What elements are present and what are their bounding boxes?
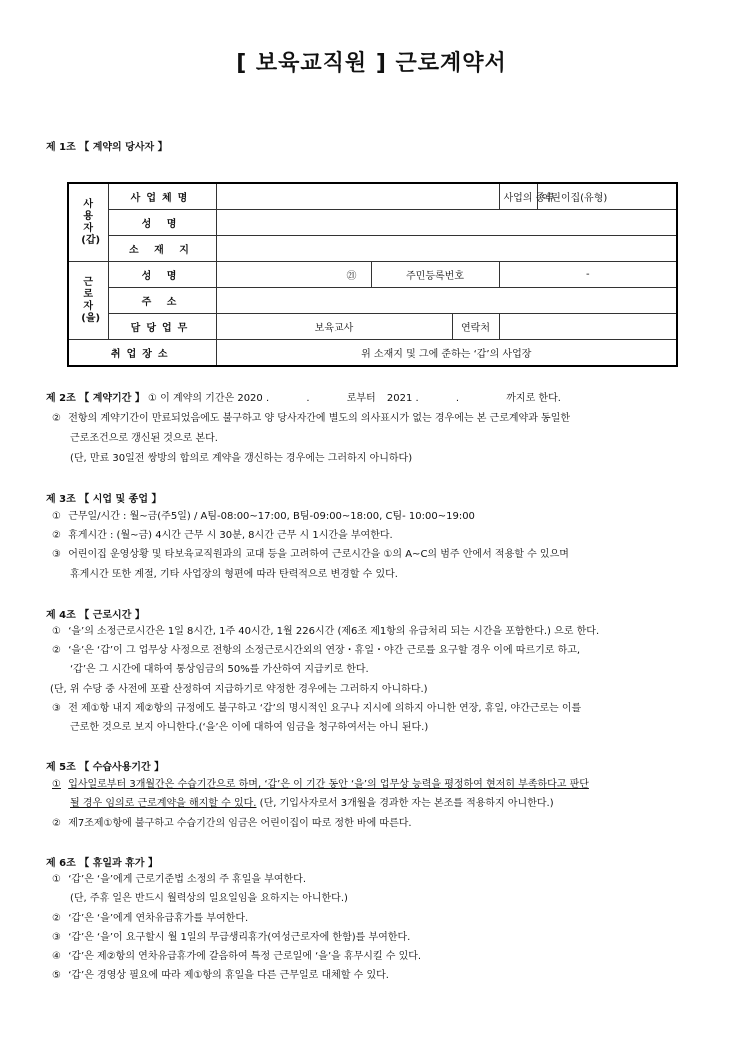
duty-label: 담당업무: [108, 314, 216, 340]
article-3-item3: ③ 어린이집 운영상황 및 타보육교직원과의 교대 등을 고려하여 근로시간을 ①의 A~C의 범주 안에서 적용할 수 있으며: [52, 549, 569, 560]
parties-table: [67, 182, 678, 367]
article-4-item1: ① ‘을’의 소정근로시간은 1일 8시간, 1주 40시간, 1월 226시간 (제6조 제1항의 유급처리 되는 시간을 포함한다.) 으로 한다.: [52, 626, 600, 637]
article-6-item4: ④ ‘갑’은 제②항의 연차유급휴가에 갈음하여 특정 근로일에 ‘을’을 휴무시킬 수 있다.: [52, 951, 422, 962]
duty-value[interactable]: 보육교사: [216, 314, 452, 340]
article-2-line1: 제 2조 【 계약기간 】 ① 이 계약의 기간은 2020 . . 로부터 2021 . . 까지로 한다.: [46, 393, 561, 404]
article-4-item2: ② ‘을’은 ‘갑’이 그 업무상 사정으로 전항의 소정근로시간외의 연장・휴일・야간 근로를 요구할 경우 이에 따르기로 하고,: [52, 645, 581, 656]
article-6-item1: ① ‘갑’은 ‘을’에게 근로기준법 소정의 주 휴일을 부여한다.: [52, 874, 307, 885]
worker-group-label: 근로자(을): [68, 262, 108, 340]
seal-mark: ㉑: [346, 271, 357, 282]
page-title: [ 보육교직원 ] 근로계약서: [236, 51, 507, 76]
article-6-item3: ③ ‘갑’은 ‘을’이 요구할시 월 1일의 무급생리휴가(여성근로자에 한함)를 부여한다.: [52, 932, 411, 943]
article-4-item3: ③ 전 제①항 내지 제②항의 규정에도 불구하고 ‘갑’의 명시적인 요구나 지시에 의하지 아니한 연장, 휴일, 야간근로는 이를: [52, 703, 582, 714]
business-name-field[interactable]: [216, 183, 499, 210]
article-2-item2-cont: 근로조건으로 갱신된 것으로 본다.: [70, 433, 218, 444]
article-6-item2: ② ‘갑’은 ‘을’에게 연차유급휴가를 부여한다.: [52, 913, 249, 924]
business-name-label: 사업체명: [108, 183, 216, 210]
employer-address-label: 소 재 지: [108, 236, 216, 262]
worker-name-label: 성 명: [108, 262, 216, 288]
article-4-item3-cont: 근로한 것으로 보지 아니한다.(‘을’은 이에 대하여 임금을 청구하여서는 아니 된다.): [70, 722, 429, 733]
contact-label: 연락처: [452, 314, 499, 340]
worker-address-field[interactable]: [216, 288, 677, 314]
article-3-item3-cont: 휴게시간 또한 계절, 기타 사업장의 형편에 따라 탄력적으로 변경할 수 있다.: [70, 569, 398, 580]
article-4-heading: 제 4조 【 근로시간 】: [46, 610, 145, 621]
article-2-item2: ② 전항의 계약기간이 만료되었음에도 불구하고 양 당사자간에 별도의 의사표시가 없는 경우에는 본 근로계약과 동일한: [52, 413, 571, 424]
workplace-label: 취업장소: [68, 340, 216, 367]
article-5-heading: 제 5조 【 수습사용기간 】: [46, 762, 165, 773]
employer-name-label: 성 명: [108, 210, 216, 236]
article-2-heading: 제 2조 【 계약기간 】: [46, 393, 145, 404]
business-type-label: 사업의 종류: [499, 183, 537, 210]
contact-field[interactable]: [499, 314, 677, 340]
workplace-value: 위 소재지 및 그에 준하는 ‘갑’의 사업장: [216, 340, 677, 367]
article-5-item1-cont: 될 경우 임의로 근로계약을 해지할 수 있다. (단, 기입사자로서 3개월을 경과한 자는 본조를 적용하지 아니한다.): [70, 798, 554, 809]
article-5-item1: ① 입사일로부터 3개월간은 수습기간으로 하며, ‘갑’은 이 기간 동안 ‘을’의 업무상 능력을 평정하여 현저히 부족하다고 판단: [52, 779, 589, 790]
article-6-item1-note: (단, 주휴 일은 반드시 월력상의 일요일임을 요하지는 아니한다.): [70, 893, 348, 904]
article-3-heading: 제 3조 【 시업 및 종업 】: [46, 494, 162, 505]
employer-name-field[interactable]: [216, 210, 677, 236]
article-6-heading: 제 6조 【 휴일과 휴가 】: [46, 858, 158, 869]
article-4-item2-cont: ‘갑’은 그 시간에 대하여 통상임금의 50%를 가산하여 지급키로 한다.: [70, 664, 369, 675]
article-3-item1: ① 근무일/시간 : 월~금(주5일) / A팀-08:00~17:00, B팀-09:00~18:00, C팀- 10:00~19:00: [52, 511, 475, 522]
worker-address-label: 주 소: [108, 288, 216, 314]
article-6-item5: ⑤ ‘갑’은 경영상 필요에 따라 제①항의 휴일을 다른 근무일로 대체할 수 있다.: [52, 970, 389, 981]
article-2-note: (단, 만료 30일전 쌍방의 합의로 계약을 갱신하는 경우에는 그러하지 아니하다): [70, 453, 413, 464]
resident-no-label: 주민등록번호: [371, 262, 499, 288]
article-5-item2: ② 제7조제①항에 불구하고 수습기간의 임금은 어린이집이 따로 정한 바에 따른다.: [52, 818, 412, 829]
employer-group-label: 사용자(갑): [68, 183, 108, 262]
employer-address-field[interactable]: [216, 236, 677, 262]
article-4-note: (단, 위 수당 중 사전에 포괄 산정하여 지급하기로 약정한 경우에는 그러하지 아니하다.): [50, 684, 428, 695]
resident-no-field[interactable]: -: [499, 262, 677, 288]
article-1-heading: 제 1조 【 계약의 당사자 】: [46, 142, 168, 153]
business-type-value[interactable]: 어린이집(유형): [537, 183, 677, 210]
worker-name-field[interactable]: [216, 262, 371, 288]
article-3-item2: ② 휴게시간 : (월~금) 4시간 근무 시 30분, 8시간 근무 시 1시간을 부여한다.: [52, 530, 393, 541]
